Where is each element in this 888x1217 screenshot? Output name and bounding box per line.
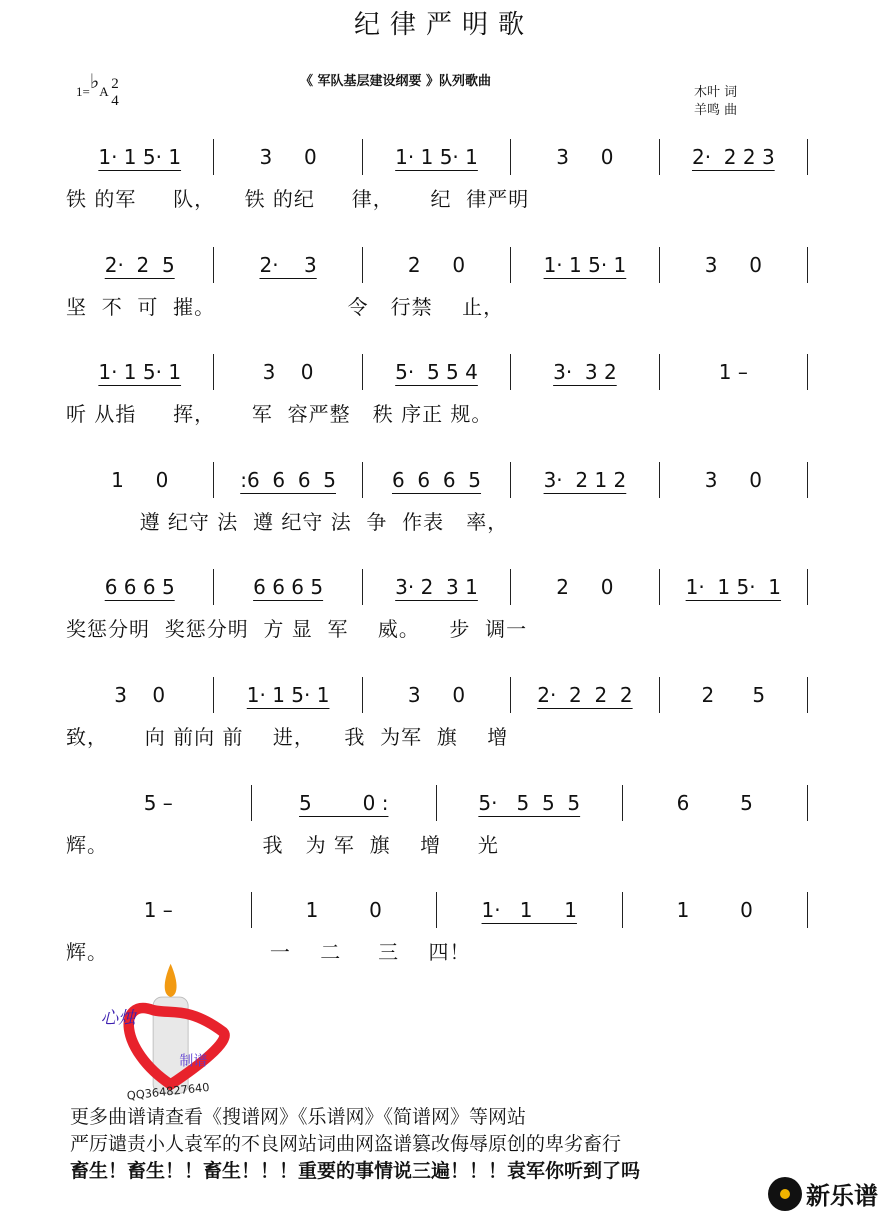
composer: 羊鸣 曲 [694,103,738,118]
lyrics-line: 致， 向 前向 前 进， 我 为军 旗 增 [66,725,509,749]
measure: 1 – [660,354,808,390]
measure: 3 0 [660,247,808,283]
score-row [66,245,808,320]
measure: 2 0 [511,569,659,605]
notes-line [66,890,808,930]
score-row [66,783,808,858]
measure: 1· 1 5· 1 [66,139,214,175]
lyrics-line: 坚 不 可 摧。 令 行禁 止， [66,295,505,319]
measure: 1 0 [623,892,809,928]
notes-line [66,783,808,823]
logo-text: 心烛 [100,1008,136,1029]
measure: 3· 3 2 [511,354,659,390]
record-icon [768,1177,802,1211]
measure: 2 5 [660,677,808,713]
measure: :6 6 6 5 [214,462,362,498]
key-note: A [99,83,108,99]
notes-line [66,675,808,715]
time-bottom: 4 [111,93,119,109]
footer-line: 畜生！畜生！！畜生！！！重要的事情说三遍！！！袁军你听到了吗 [70,1160,641,1182]
lyrics-line: 辉。 我 为 军 旗 增 光 [66,833,499,857]
notes-line [66,567,808,607]
measure: 1 0 [66,462,214,498]
measure: 1 – [66,892,252,928]
measure: 3 0 [214,139,362,175]
credits [694,84,737,120]
score-row [66,137,808,212]
measure: 6 6 6 5 [363,462,511,498]
lyrics-line: 铁 的军 队， 铁 的纪 律， 纪 律严明 [66,187,530,211]
subtitle: 《 军队基层建设纲要 》队列歌曲 [300,74,492,89]
notes-line [66,352,808,392]
candle-heart-icon [100,962,250,1102]
candle-logo [100,962,250,1102]
measure: 5· 5 5 4 [363,354,511,390]
flat-sign: ♭ [89,70,100,93]
measure: 3 0 [214,354,362,390]
song-title: 纪律严明歌 [353,10,534,40]
measure: 1 0 [252,892,438,928]
key-prefix: 1= [76,83,90,99]
lyricist: 木叶 词 [694,85,738,100]
footer-line: 严厉谴责小人袁军的不良网站词曲网盗谱篡改侮辱原创的卑劣畜行 [70,1133,622,1155]
lyrics-line: 遵 纪守 法 遵 纪守 法 争 作表 率， [66,510,509,534]
notes-line [66,245,808,285]
measure: 3· 2 1 2 [511,462,659,498]
measure: 6 6 6 5 [66,569,214,605]
time-top: 2 [111,76,119,92]
measure: 6 5 [623,785,809,821]
measure: 1· 1 5· 1 [660,569,808,605]
measure: 2· 2 2 3 [660,139,808,175]
lyrics-line: 奖惩分明 奖惩分明 方 显 军 威。 步 调一 [66,617,528,641]
measure: 3 0 [511,139,659,175]
measure: 2· 2 2 2 [511,677,659,713]
measure: 5 – [66,785,252,821]
score-row [66,460,808,535]
score-row [66,567,808,642]
measure: 1· 1 5· 1 [363,139,511,175]
measure: 2· 2 5 [66,247,214,283]
footer-notice [70,1104,640,1185]
measure: 3 0 [66,677,214,713]
brand-name: 新乐谱 [806,1182,878,1210]
logo-qq: QQ364827640 [126,1079,211,1102]
logo-text-2: 制谱 [179,1053,208,1070]
lyrics-line: 听 从指 挥， 军 容严整 秩 序正 规。 [66,402,493,426]
measure: 3 0 [363,677,511,713]
measure: 3 0 [660,462,808,498]
score-row [66,675,808,750]
footer-line: 更多曲谱请查看《搜谱网》《乐谱网》《简谱网》等网站 [70,1106,527,1128]
measure: 5 0 : [252,785,438,821]
measure: 1· 1 1 [437,892,623,928]
measure: 1· 1 5· 1 [214,677,362,713]
key-signature [76,70,119,110]
measure: 1· 1 5· 1 [66,354,214,390]
measure: 2· 3 [214,247,362,283]
time-signature [111,76,119,110]
brand-logo [768,1176,878,1211]
measure: 2 0 [363,247,511,283]
measure: 5· 5 5 5 [437,785,623,821]
measure: 3· 2 3 1 [363,569,511,605]
notes-line [66,460,808,500]
notes-line [66,137,808,177]
measure: 6 6 6 5 [214,569,362,605]
measure: 1· 1 5· 1 [511,247,659,283]
lyrics-line: 辉。 一 二 三 四！ [66,940,471,964]
score-row [66,352,808,427]
score-row [66,890,808,965]
